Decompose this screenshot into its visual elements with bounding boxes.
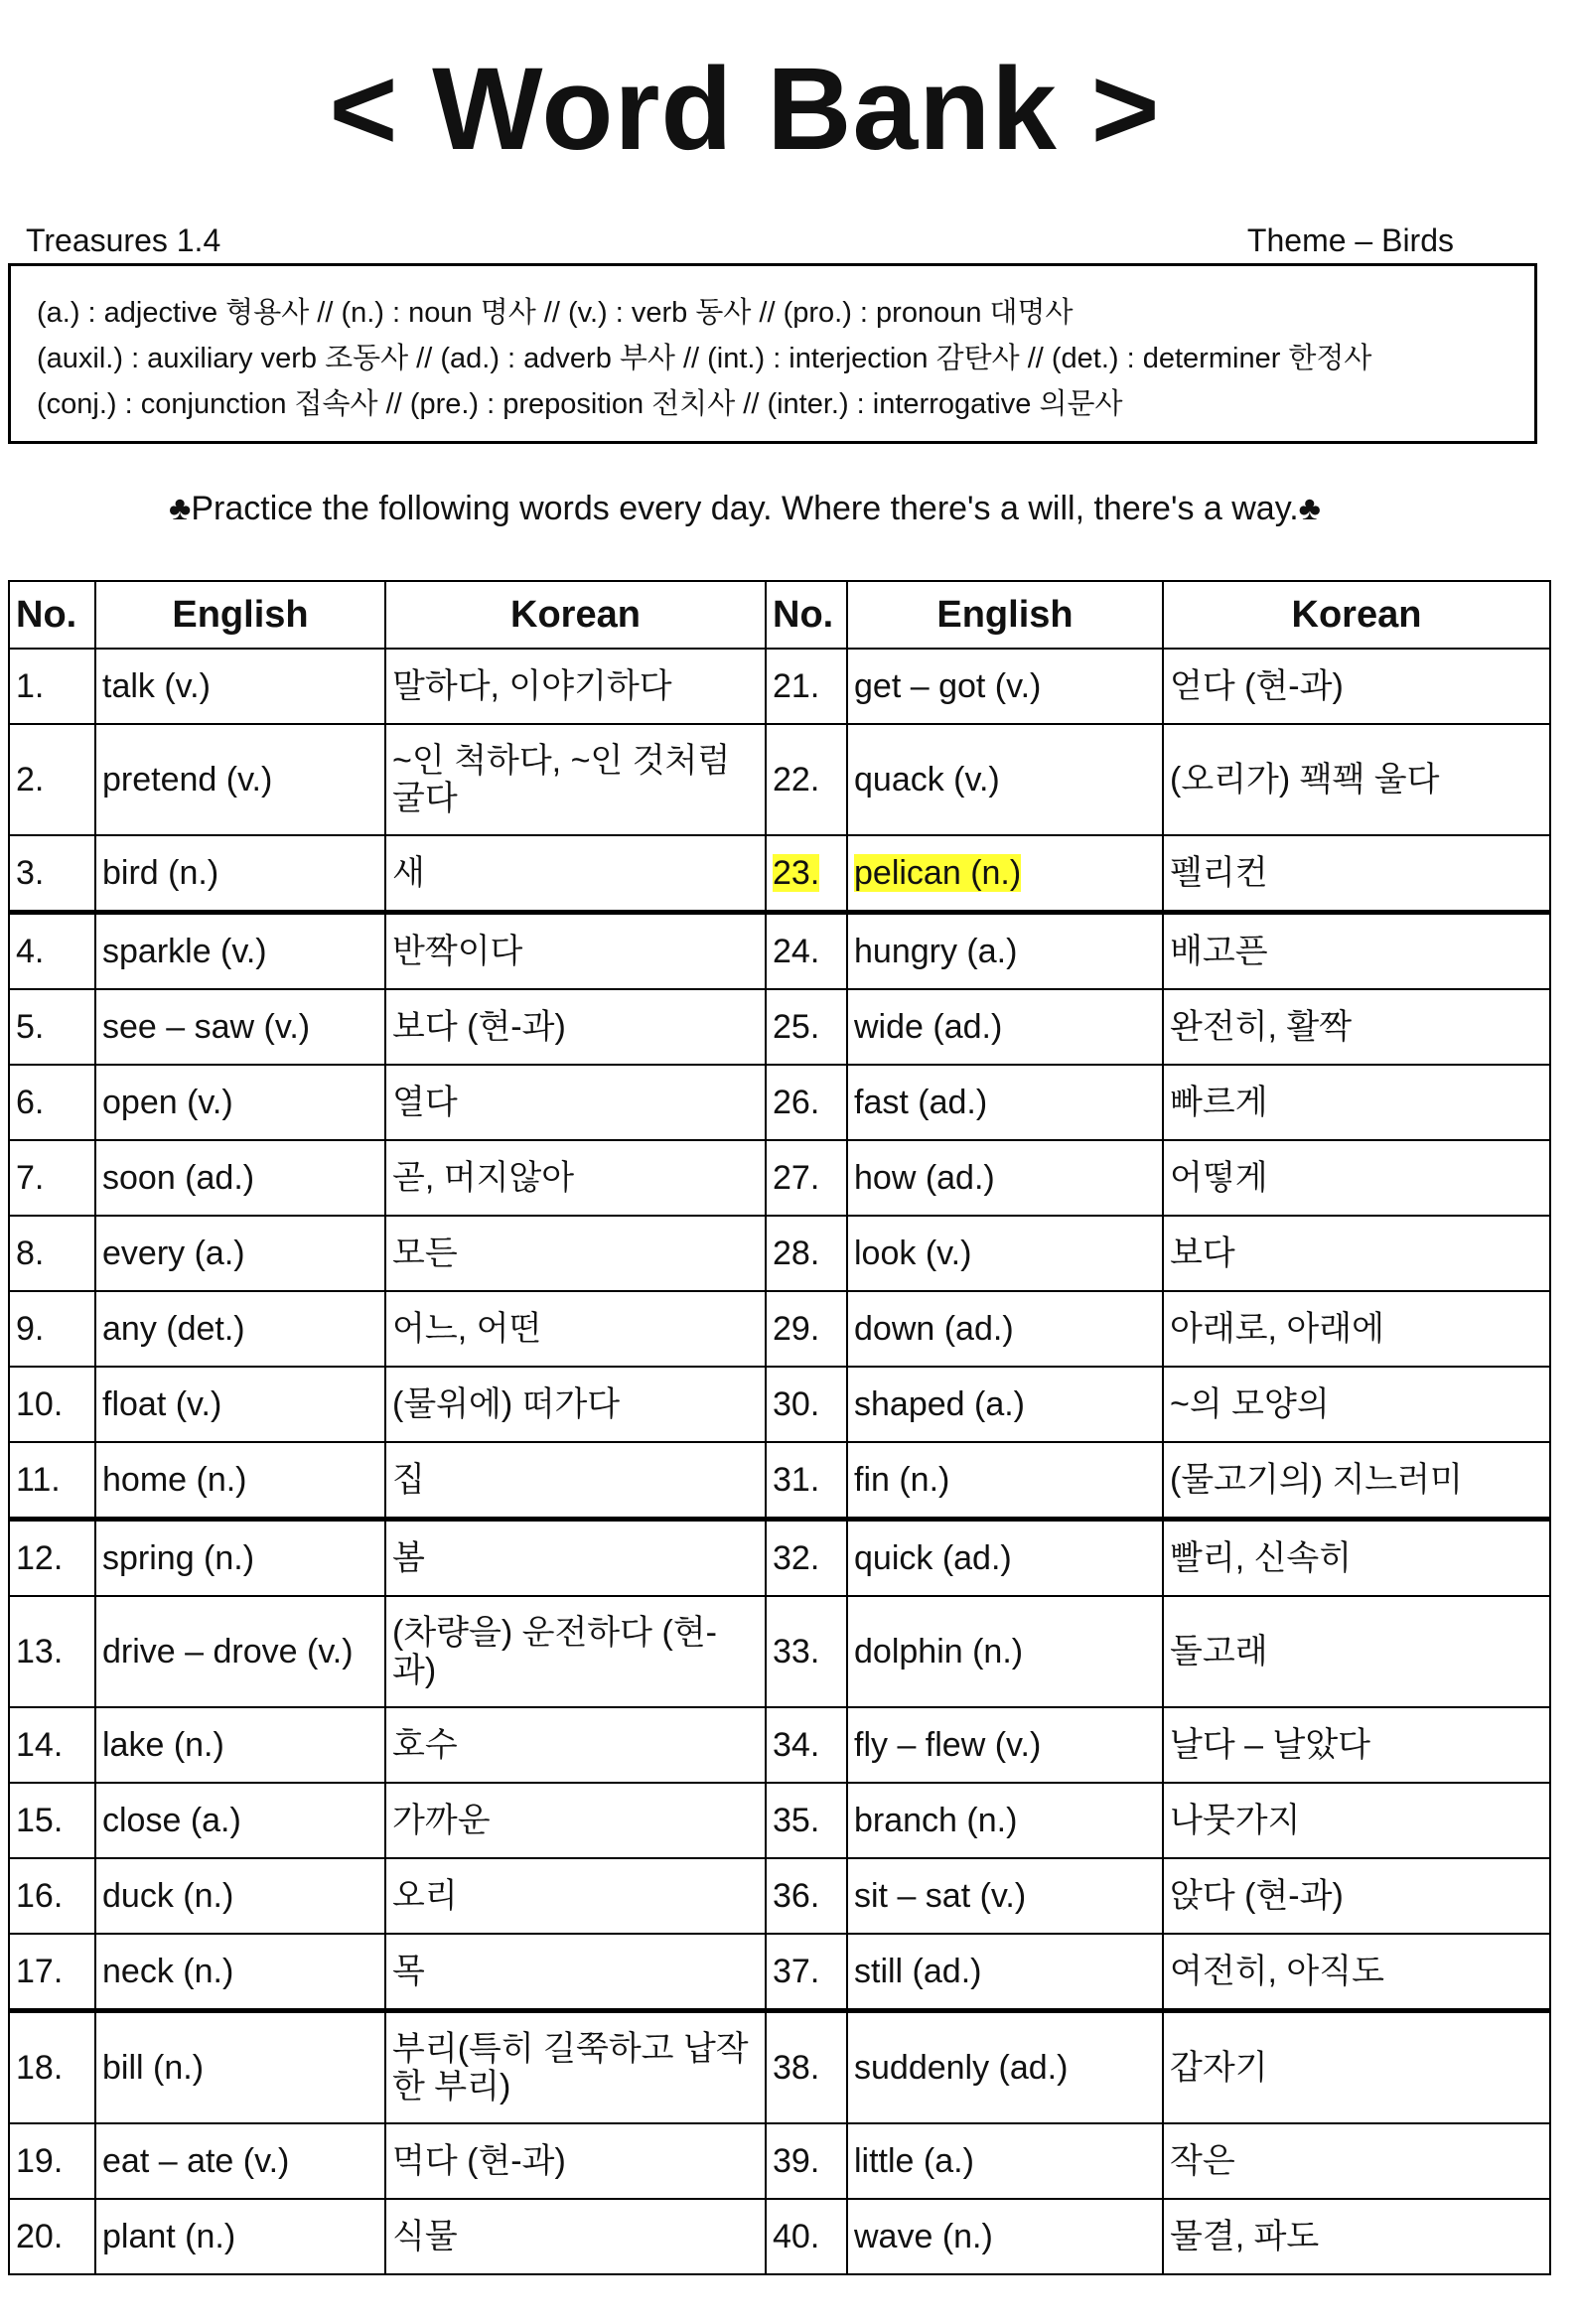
korean-meaning: 작은 <box>1163 2123 1550 2199</box>
english-word: shaped (a.) <box>847 1367 1163 1442</box>
korean-meaning: 아래로, 아래에 <box>1163 1291 1550 1367</box>
english-word: hungry (a.) <box>847 913 1163 990</box>
table-row <box>9 989 1550 1065</box>
word-number: 30. <box>766 1367 847 1442</box>
korean-meaning: 가까운 <box>385 1783 766 1858</box>
english-word: little (a.) <box>847 2123 1163 2199</box>
table-row <box>9 649 1550 724</box>
word-number: 7. <box>9 1140 95 1216</box>
english-word: drive – drove (v.) <box>95 1596 385 1707</box>
english-word: soon (ad.) <box>95 1140 385 1216</box>
word-number: 9. <box>9 1291 95 1367</box>
korean-meaning: (물위에) 떠가다 <box>385 1367 766 1442</box>
table-row <box>9 2123 1550 2199</box>
header-korean: Korean <box>1163 581 1550 649</box>
korean-meaning: 앉다 (현-과) <box>1163 1858 1550 1934</box>
theme-label: Theme – Birds <box>1246 222 1454 258</box>
english-word: talk (v.) <box>95 649 385 724</box>
korean-meaning: 말하다, 이야기하다 <box>385 649 766 724</box>
korean-meaning: 모든 <box>385 1216 766 1291</box>
word-number: 21. <box>766 649 847 724</box>
english-word: still (ad.) <box>847 1934 1163 2011</box>
highlighted-text: pelican (n.) <box>854 854 1022 892</box>
word-number: 20. <box>9 2199 95 2274</box>
word-number: 27. <box>766 1140 847 1216</box>
word-number: 5. <box>9 989 95 1065</box>
korean-meaning: 목 <box>385 1934 766 2011</box>
word-number: 13. <box>9 1596 95 1707</box>
korean-meaning: 어느, 어떤 <box>385 1291 766 1367</box>
korean-meaning: (차량을) 운전하다 (현-과) <box>385 1596 766 1707</box>
word-number: 37. <box>766 1934 847 2011</box>
word-number: 26. <box>766 1065 847 1140</box>
english-word: sparkle (v.) <box>95 913 385 990</box>
english-word <box>847 835 1163 913</box>
word-number: 39. <box>766 2123 847 2199</box>
english-word: wave (n.) <box>847 2199 1163 2274</box>
korean-meaning: 반짝이다 <box>385 913 766 990</box>
korean-meaning: 호수 <box>385 1707 766 1783</box>
table-row <box>9 1596 1550 1707</box>
english-word: get – got (v.) <box>847 649 1163 724</box>
header-english: English <box>95 581 385 649</box>
korean-meaning: 물결, 파도 <box>1163 2199 1550 2274</box>
korean-meaning: 부리(특히 길쭉하고 납작한 부리) <box>385 2011 766 2124</box>
word-number: 29. <box>766 1291 847 1367</box>
english-word: look (v.) <box>847 1216 1163 1291</box>
word-number: 35. <box>766 1783 847 1858</box>
english-word: open (v.) <box>95 1065 385 1140</box>
word-number: 28. <box>766 1216 847 1291</box>
word-number: 15. <box>9 1783 95 1858</box>
english-word: lake (n.) <box>95 1707 385 1783</box>
english-word: fast (ad.) <box>847 1065 1163 1140</box>
english-word: fin (n.) <box>847 1442 1163 1520</box>
word-number: 40. <box>766 2199 847 2274</box>
korean-meaning: 보다 (현-과) <box>385 989 766 1065</box>
english-word: down (ad.) <box>847 1291 1163 1367</box>
table-row <box>9 1520 1550 1597</box>
english-word: neck (n.) <box>95 1934 385 2011</box>
legend-line: (auxil.) : auxiliary verb 조동사 // (ad.) : adverb 부사 // (int.) : interjection 감탄사 // (det.) : determiner 한정사 <box>37 343 1372 374</box>
korean-meaning: ~인 척하다, ~인 것처럼 굴다 <box>385 724 766 835</box>
table-row <box>9 913 1550 990</box>
table-row <box>9 1291 1550 1367</box>
word-number: 32. <box>766 1520 847 1597</box>
page-title: < Word Bank > <box>329 44 1161 175</box>
english-word: sit – sat (v.) <box>847 1858 1163 1934</box>
english-word: bird (n.) <box>95 835 385 913</box>
korean-meaning: 날다 – 날았다 <box>1163 1707 1550 1783</box>
legend-line: (conj.) : conjunction 접속사 // (pre.) : preposition 전치사 // (inter.) : interrogative 의문사 <box>37 388 1123 420</box>
word-number: 33. <box>766 1596 847 1707</box>
english-word: suddenly (ad.) <box>847 2011 1163 2124</box>
table-row <box>9 1216 1550 1291</box>
header-english: English <box>847 581 1163 649</box>
word-number: 24. <box>766 913 847 990</box>
table-row <box>9 835 1550 913</box>
korean-meaning: 보다 <box>1163 1216 1550 1291</box>
korean-meaning: 식물 <box>385 2199 766 2274</box>
english-word: float (v.) <box>95 1367 385 1442</box>
word-number: 12. <box>9 1520 95 1597</box>
table-row <box>9 724 1550 835</box>
english-word: branch (n.) <box>847 1783 1163 1858</box>
word-number: 34. <box>766 1707 847 1783</box>
korean-meaning: 나뭇가지 <box>1163 1783 1550 1858</box>
korean-meaning: ~의 모양의 <box>1163 1367 1550 1442</box>
table-row <box>9 1783 1550 1858</box>
english-word: quick (ad.) <box>847 1520 1163 1597</box>
word-number: 22. <box>766 724 847 835</box>
word-number: 19. <box>9 2123 95 2199</box>
korean-meaning: 펠리컨 <box>1163 835 1550 913</box>
korean-meaning: 빠르게 <box>1163 1065 1550 1140</box>
word-number: 17. <box>9 1934 95 2011</box>
table-row <box>9 1367 1550 1442</box>
korean-meaning: 어떻게 <box>1163 1140 1550 1216</box>
korean-meaning: 오리 <box>385 1858 766 1934</box>
korean-meaning: 곧, 머지않아 <box>385 1140 766 1216</box>
motto-text: ♣Practice the following words every day. Where there's a will, there's a way.♣ <box>169 490 1321 527</box>
word-number: 25. <box>766 989 847 1065</box>
english-word: fly – flew (v.) <box>847 1707 1163 1783</box>
korean-meaning: 새 <box>385 835 766 913</box>
english-word: quack (v.) <box>847 724 1163 835</box>
book-label: Treasures 1.4 <box>26 222 221 258</box>
korean-meaning: 집 <box>385 1442 766 1520</box>
english-word: every (a.) <box>95 1216 385 1291</box>
korean-meaning: 완전히, 활짝 <box>1163 989 1550 1065</box>
english-word: how (ad.) <box>847 1140 1163 1216</box>
korean-meaning: 여전히, 아직도 <box>1163 1934 1550 2011</box>
english-word: duck (n.) <box>95 1858 385 1934</box>
header-no: No. <box>9 581 95 649</box>
word-number: 14. <box>9 1707 95 1783</box>
legend-line: (a.) : adjective 형용사 // (n.) : noun 명사 // (v.) : verb 동사 // (pro.) : pronoun 대명사 <box>37 297 1074 329</box>
word-number: 10. <box>9 1367 95 1442</box>
word-number: 8. <box>9 1216 95 1291</box>
word-number: 36. <box>766 1858 847 1934</box>
word-number: 38. <box>766 2011 847 2124</box>
korean-meaning: (물고기의) 지느러미 <box>1163 1442 1550 1520</box>
korean-meaning: 빨리, 신속히 <box>1163 1520 1550 1597</box>
english-word: close (a.) <box>95 1783 385 1858</box>
table-row <box>9 1934 1550 2011</box>
word-number <box>766 835 847 913</box>
english-word: plant (n.) <box>95 2199 385 2274</box>
word-rows <box>9 649 1550 2274</box>
korean-meaning: 얻다 (현-과) <box>1163 649 1550 724</box>
korean-meaning: (오리가) 꽥꽥 울다 <box>1163 724 1550 835</box>
korean-meaning: 먹다 (현-과) <box>385 2123 766 2199</box>
word-number: 18. <box>9 2011 95 2124</box>
table-header-row <box>9 581 1550 649</box>
table-row <box>9 1065 1550 1140</box>
korean-meaning: 갑자기 <box>1163 2011 1550 2124</box>
word-number: 3. <box>9 835 95 913</box>
table-row <box>9 2199 1550 2274</box>
english-word: spring (n.) <box>95 1520 385 1597</box>
english-word: pretend (v.) <box>95 724 385 835</box>
english-word: see – saw (v.) <box>95 989 385 1065</box>
english-word: wide (ad.) <box>847 989 1163 1065</box>
header-korean: Korean <box>385 581 766 649</box>
english-word: bill (n.) <box>95 2011 385 2124</box>
word-number: 4. <box>9 913 95 990</box>
table-row <box>9 1707 1550 1783</box>
english-word: any (det.) <box>95 1291 385 1367</box>
table-row <box>9 1140 1550 1216</box>
table-row <box>9 1858 1550 1934</box>
word-table <box>8 580 1551 2275</box>
korean-meaning: 봄 <box>385 1520 766 1597</box>
header-no: No. <box>766 581 847 649</box>
highlighted-text: 23. <box>773 854 820 892</box>
english-word: dolphin (n.) <box>847 1596 1163 1707</box>
word-number: 2. <box>9 724 95 835</box>
korean-meaning: 배고픈 <box>1163 913 1550 990</box>
word-number: 11. <box>9 1442 95 1520</box>
word-number: 1. <box>9 649 95 724</box>
word-number: 16. <box>9 1858 95 1934</box>
word-number: 31. <box>766 1442 847 1520</box>
word-number: 6. <box>9 1065 95 1140</box>
korean-meaning: 돌고래 <box>1163 1596 1550 1707</box>
table-row <box>9 1442 1550 1520</box>
english-word: home (n.) <box>95 1442 385 1520</box>
english-word: eat – ate (v.) <box>95 2123 385 2199</box>
parts-of-speech-legend <box>8 263 1537 444</box>
table-row <box>9 2011 1550 2124</box>
korean-meaning: 열다 <box>385 1065 766 1140</box>
